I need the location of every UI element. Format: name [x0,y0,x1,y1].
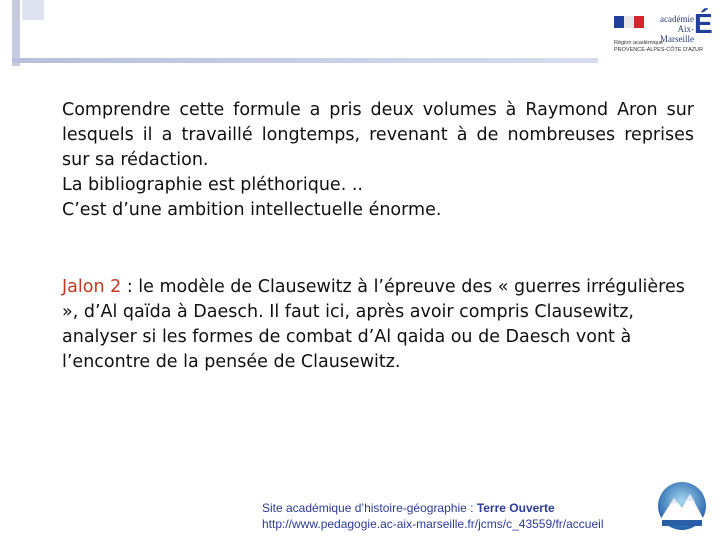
academy-line2: Aix-Marseille [660,24,694,44]
footer-site-prefix: Site académique d’histoire-géographie : [262,501,477,515]
footer-site-line [262,500,662,516]
academy-letter: É [694,8,713,39]
jalon-label: Jalon 2 [62,277,122,297]
slide-content [62,98,694,375]
academy-line1: académie [660,14,694,24]
french-flag-icon [614,16,644,28]
footer-site-name: Terre Ouverte [476,501,555,515]
top-rule [12,58,598,63]
jalon-text: : le modèle de Clausewitz à l’épreuve des « guerres irrégulières », d’Al qaïda à Daesch. Il faut ici, après avoir compris Clausewitz, analyser si les formes de combat d’Al qaida ou de Daesch vont à l’encontre de la pensée de Clausewitz. [62,277,685,372]
region-label [614,40,718,54]
academy-logo [610,8,714,56]
footer-url-link[interactable]: http://www.pedagogie.ac-aix-marseille.fr/jcms/c_43559/fr/accueil [262,517,604,531]
paragraph-aron: Comprendre cette formule a pris deux volumes à Raymond Aron sur lesquels il a travaillé longtemps, revenant à de nombreuses reprises sur sa rédaction. [62,100,694,170]
paragraph-bibliography: La bibliographie est pléthorique. .. [62,175,363,195]
region-line2: PROVENCE-ALPES-CÔTE D'AZUR [614,47,704,53]
mountain-logo-icon [652,480,712,530]
left-decor-block [22,0,44,20]
left-decor-bar [12,0,20,66]
footer [262,500,662,532]
paragraph-jalon [62,275,694,375]
region-line1: Région académique [614,40,663,46]
paragraph-ambition: C’est d’une ambition intellectuelle énorme. [62,200,442,220]
